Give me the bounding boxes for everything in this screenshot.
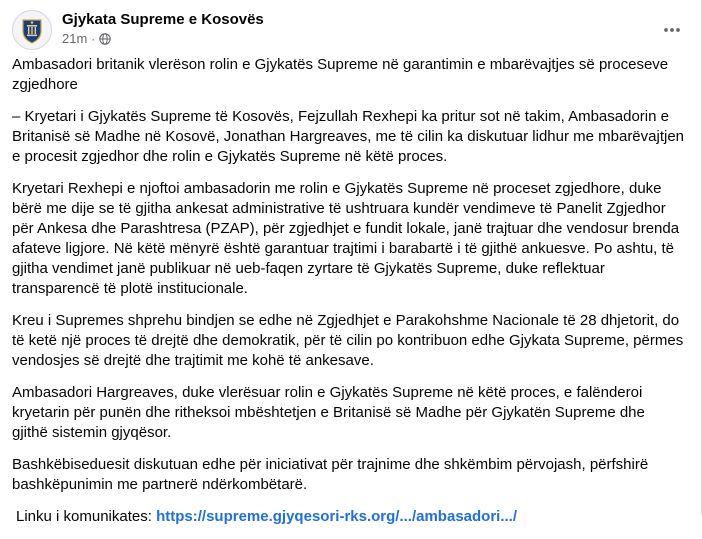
article-link[interactable]: https://supreme.gjyqesori-rks.org/.../ambasadori.../ [156, 508, 518, 525]
post-header [12, 10, 690, 50]
globe-icon[interactable] [99, 33, 111, 45]
post-paragraph: Kreu i Supremes shprehu bindjen se edhe në Zgjedhjet e Parakohshme Nacionale të 28 dhjetorit, do të ketë një proces të drejtë dhe demokratik, për të cilin po kontribuon edhe Gjykata Supreme, përmes vendosjes së drejtë dhe trajtimit me kohë të ankesave. [12, 312, 684, 369]
avatar[interactable] [12, 10, 52, 50]
more-dots-icon [662, 20, 682, 40]
more-options-button[interactable] [658, 16, 686, 44]
post-timestamp[interactable]: 21m [62, 31, 88, 46]
page-name[interactable]: Gjykata Supreme e Kosovës [62, 11, 264, 28]
post-paragraph-title: Ambasadori britanik vlerëson rolin e Gjykatës Supreme në garantimin e mbarëvajtjes së proceseve zgjedhore [12, 56, 669, 93]
meta-separator: · [91, 31, 96, 46]
post-meta [62, 31, 111, 46]
post-paragraph: Ambasadori Hargreaves, duke vlerësuar rolin e Gjykatës Supreme në këtë proces, e falënderoi kryetarin për punën dhe ritheksoi mbështetjen e Britanisë së Madhe për Gjykatën Supreme dhe gjithë sistemin gjyqësor. [12, 384, 645, 441]
link-prefix: Linku i komunikates: [16, 508, 157, 525]
post-text [12, 55, 684, 539]
post-paragraph: Kryetari Rexhepi e njoftoi ambasadorin me rolin e Gjykatës Supreme në proceset zgjedhore, duke bërë me dije se të gjitha ankesat administrative të ushtruara kundër vendimeve të Panelit Zgjedhor për Ankesa dhe Parashtresa (PZAP), për zgjedhjet e fundit lokale, janë trajtuar dhe vendosur brenda afateve ligjore. Në këtë mënyrë është garantuar trajtimi i barabartë i të gjithë ankuesve. Po ashtu, të gjitha vendimet janë publikuar në ueb-faqen zyrtare të Gjykatës Supreme, duke reflektuar transparencë të plotë institucionale. [12, 180, 680, 297]
court-emblem-icon [13, 11, 51, 49]
link-line [12, 507, 684, 527]
post-paragraph: – Kryetari i Gjykatës Supreme të Kosovës, Fejzullah Rexhepi ka pritur sot në takim, Ambasadorin e Britanisë së Madhe në Kosovë, Jonathan Hargreaves, me të cilin ka diskutuar lidhur me mbarëvajtjen e procesit zgjedhor dhe rolin e Gjykatës Supreme në këtë proces. [12, 108, 685, 165]
post-paragraph: Bashkëbiseduesit diskutuan edhe për iniciativat për trajnime dhe shkëmbim përvojash, përfshirë bashkëpunimin me partnerë ndërkombëtarë. [12, 456, 649, 493]
